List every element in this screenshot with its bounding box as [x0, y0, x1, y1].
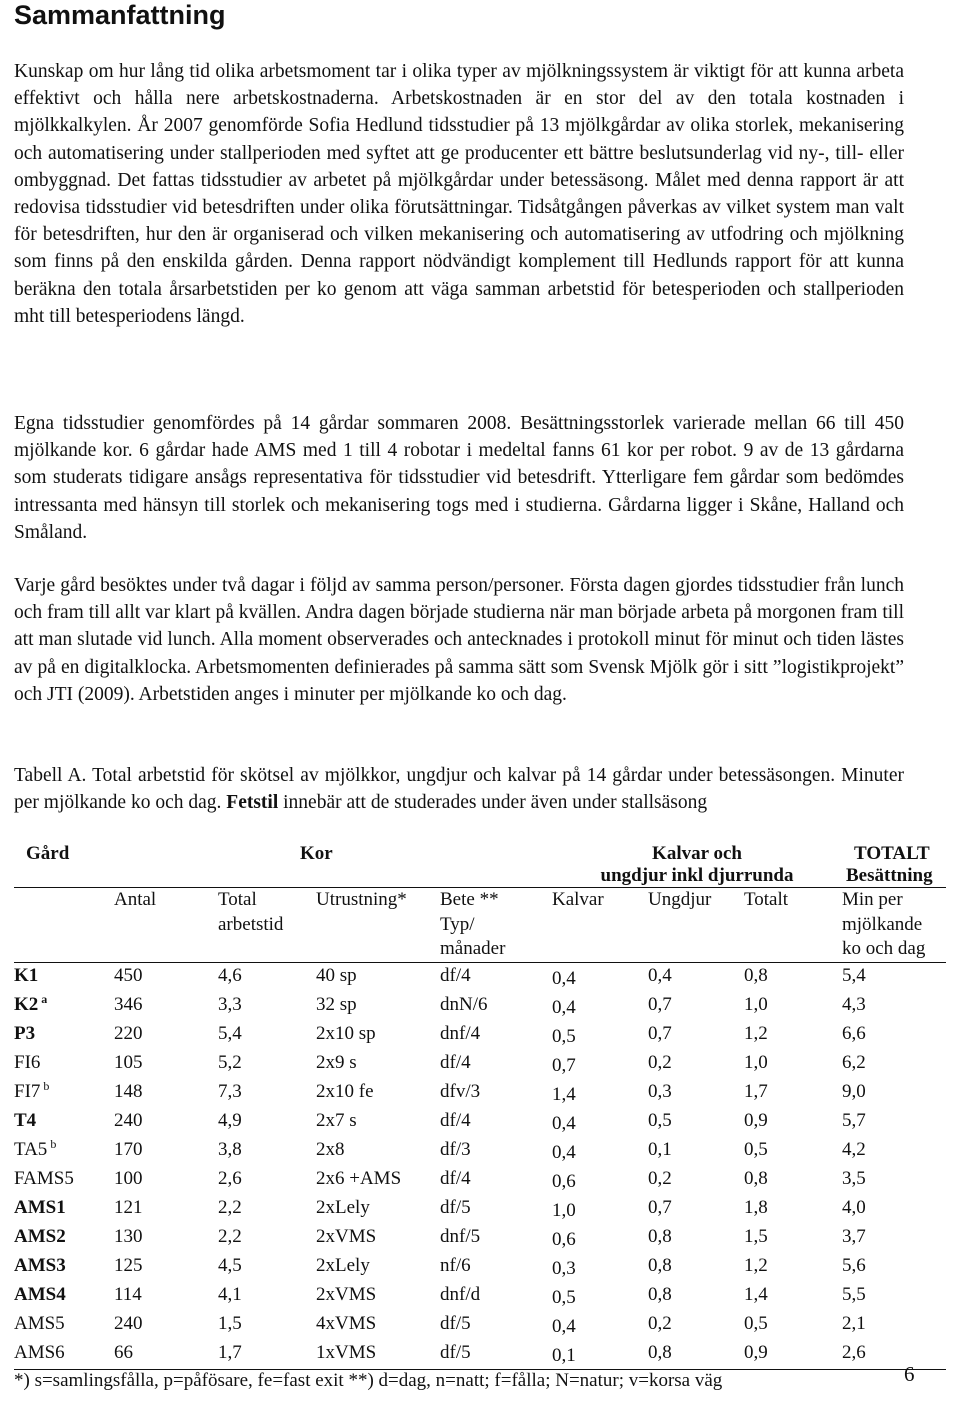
- cell-ungdjur: 0,7: [648, 993, 672, 1015]
- table-footnote: *) s=samlingsfålla, p=påfösare, fe=fast exit **) d=dag, n=natt; f=fålla; N=natur; v=korsa väg: [14, 1369, 946, 1392]
- cell-ungdjur: 0,7: [648, 1022, 672, 1044]
- cell-min: 3,7: [842, 1225, 866, 1247]
- header-totalt: [842, 843, 946, 888]
- cell-utr: 2x10 fe: [316, 1080, 374, 1102]
- cell-totalt: 0,8: [744, 1167, 768, 1189]
- cell-bete: dfv/3: [440, 1080, 481, 1102]
- cell-bete: dnN/6: [440, 993, 488, 1015]
- cell-kalvar: 0,4: [552, 1141, 576, 1163]
- cell-kalvar: 0,4: [552, 1315, 576, 1337]
- cell-ungdjur: 0,2: [648, 1312, 672, 1334]
- table-row: [14, 1050, 946, 1079]
- cell-utr: 2xVMS: [316, 1225, 377, 1247]
- cell-bete: dnf/5: [440, 1225, 481, 1247]
- cell-gard: [14, 1137, 114, 1166]
- farm-footnote-marker: a: [41, 991, 48, 1006]
- cell-antal: 114: [114, 1283, 142, 1305]
- header-gard: Gård: [14, 843, 114, 888]
- cell-gard: [14, 1195, 114, 1224]
- cell-utr: 2x10 sp: [316, 1022, 376, 1044]
- table-row: [14, 1079, 946, 1108]
- cell-totalt: 1,0: [744, 1051, 768, 1073]
- cell-min: 3,5: [842, 1167, 866, 1189]
- cell-utr: 2xLely: [316, 1196, 370, 1218]
- cell-utr: 2x9 s: [316, 1051, 357, 1073]
- cell-min: 2,1: [842, 1312, 866, 1334]
- subheader-bete-line1: Bete **: [440, 889, 499, 910]
- cell-min: 4,3: [842, 993, 866, 1015]
- cell-antal: 240: [114, 1109, 143, 1131]
- cell-bete: df/4: [440, 1051, 471, 1073]
- cell-utr: 2xVMS: [316, 1283, 377, 1305]
- cell-utr: 1xVMS: [316, 1341, 377, 1363]
- cell-min: 5,4: [842, 964, 866, 986]
- table-group-header-row: [14, 843, 946, 888]
- cell-gard: [14, 1108, 114, 1137]
- farm-name: AMS5: [14, 1312, 65, 1334]
- cell-bete: df/4: [440, 1109, 471, 1131]
- cell-antal: 105: [114, 1051, 143, 1073]
- cell-antal: 240: [114, 1312, 143, 1334]
- cell-gard: [14, 1340, 114, 1370]
- cell-min: 2,6: [842, 1341, 866, 1363]
- farm-name: P3: [14, 1022, 36, 1044]
- table-row: [14, 1166, 946, 1195]
- cell-kalvar: 0,3: [552, 1257, 576, 1279]
- cell-totalt: 0,9: [744, 1341, 768, 1363]
- cell-utr: 40 sp: [316, 964, 357, 986]
- subheader-utrustning: Utrustning*: [316, 888, 440, 963]
- cell-kalvar: 0,1: [552, 1344, 576, 1366]
- cell-gard: [14, 1166, 114, 1195]
- cell-ungdjur: 0,8: [648, 1225, 672, 1247]
- cell-total: 1,7: [218, 1341, 242, 1363]
- cell-gard: [14, 1224, 114, 1253]
- cell-min: 4,2: [842, 1138, 866, 1160]
- cell-kalvar: 0,6: [552, 1170, 576, 1192]
- cell-antal: 148: [114, 1080, 143, 1102]
- cell-kalvar: 0,4: [552, 996, 576, 1018]
- summary-paragraph-1: Kunskap om hur lång tid olika arbetsmoment tar i olika typer av mjölkningssystem är viktigt för att kunna arbeta effektivt och hålla nere arbetskostnaderna. Arbetskostnaden är en stor del av den totala kostnaden i mjölkkalkylen. År 2007 genomförde Sofia Hedlund tidsstudier på 13 mjölkgårdar av olika storlek, mekanisering och automatisering under stallperioden med syftet att ge producenter ett bättre beslutsunderlag vid ny-, till- eller ombyggnad. Det fattas tidsstudier av arbetet på mjölkgårdar under betessäsong. Målet med denna rapport är att redovisa tidsstudier vid betesdriften under olika förutsättningar. Tidsåtgången påverkas av vilket system man valt för betesdriften, hur den är organiserad och vilken mekanisering och automatisering av utfodring och mjölkning som finns på den enskilda gården. Denna rapport nödvändigt komplement till Hedlunds rapport för att kunna beräkna den totala årsarbetstiden per ko genom att väga samman arbetstid för betesperioden och stallperioden mht till betesperiodens längd.: [14, 61, 904, 327]
- cell-min: 6,6: [842, 1022, 866, 1044]
- farm-name: AMS6: [14, 1341, 65, 1363]
- cell-bete: df/3: [440, 1138, 471, 1160]
- cell-utr: 2x8: [316, 1138, 345, 1160]
- header-kalvar-line2: ungdjur inkl djurrunda: [600, 865, 794, 886]
- cell-utr: 2xLely: [316, 1254, 370, 1276]
- cell-antal: 121: [114, 1196, 143, 1218]
- cell-gard: [14, 1282, 114, 1311]
- cell-min: 5,7: [842, 1109, 866, 1131]
- cell-totalt: 1,2: [744, 1022, 768, 1044]
- subheader-min: [842, 888, 946, 963]
- cell-total: 5,2: [218, 1051, 242, 1073]
- cell-totalt: 0,9: [744, 1109, 768, 1131]
- cell-total: 3,3: [218, 993, 242, 1015]
- subheader-bete-line2: Typ/: [440, 913, 475, 935]
- subheader-bete-line3: månader: [440, 938, 506, 959]
- cell-totalt: 1,4: [744, 1283, 768, 1305]
- table-row: [14, 1021, 946, 1050]
- cell-gard: [14, 1021, 114, 1050]
- cell-min: 9,0: [842, 1080, 866, 1102]
- work-time-table: [14, 843, 946, 1392]
- cell-min: 6,2: [842, 1051, 866, 1073]
- cell-total: 3,8: [218, 1138, 242, 1160]
- cell-total: 2,2: [218, 1225, 242, 1247]
- cell-kalvar: 1,4: [552, 1083, 576, 1105]
- cell-totalt: 1,8: [744, 1196, 768, 1218]
- cell-gard: [14, 992, 114, 1021]
- cell-utr: 32 sp: [316, 993, 357, 1015]
- cell-bete: df/5: [440, 1196, 471, 1218]
- cell-bete: df/5: [440, 1312, 471, 1334]
- header-kalvar-line1: Kalvar och: [652, 843, 742, 864]
- farm-footnote-marker: b: [43, 1078, 50, 1093]
- subheader-min-line1: Min per: [842, 889, 903, 910]
- table-caption: [14, 762, 904, 816]
- header-kor: Kor: [114, 843, 552, 888]
- table-row: [14, 1195, 946, 1224]
- cell-antal: 450: [114, 964, 143, 986]
- subheader-empty: [14, 888, 114, 963]
- cell-ungdjur: 0,8: [648, 1341, 672, 1363]
- cell-total: 2,6: [218, 1167, 242, 1189]
- cell-min: 5,5: [842, 1283, 866, 1305]
- farm-name: K2: [14, 993, 39, 1015]
- cell-antal: 125: [114, 1254, 143, 1276]
- table-row: [14, 962, 946, 992]
- farm-name: T4: [14, 1109, 37, 1131]
- cell-kalvar: 0,5: [552, 1286, 576, 1308]
- table-footnote-row: [14, 1369, 946, 1392]
- farm-footnote-marker: b: [50, 1136, 57, 1151]
- subheader-total-line1: Total: [218, 889, 257, 910]
- cell-bete: nf/6: [440, 1254, 471, 1276]
- cell-total: 4,9: [218, 1109, 242, 1131]
- cell-ungdjur: 0,8: [648, 1283, 672, 1305]
- cell-utr: 2x7 s: [316, 1109, 357, 1131]
- cell-kalvar: 0,4: [552, 967, 576, 989]
- cell-kalvar: 1,0: [552, 1199, 576, 1221]
- cell-antal: 346: [114, 993, 143, 1015]
- cell-gard: [14, 1311, 114, 1340]
- subheader-total-line2: arbetstid: [218, 913, 284, 935]
- cell-antal: 66: [114, 1341, 133, 1363]
- caption-text-end: innebär att de studerades under även under stallsäsong: [278, 792, 708, 814]
- table-row: [14, 1340, 946, 1370]
- cell-bete: df/4: [440, 964, 471, 986]
- farm-name: AMS1: [14, 1196, 66, 1218]
- cell-utr: 2x6 +AMS: [316, 1167, 402, 1189]
- cell-kalvar: 0,6: [552, 1228, 576, 1250]
- cell-total: 7,3: [218, 1080, 242, 1102]
- farm-name: AMS3: [14, 1254, 66, 1276]
- farm-name: K1: [14, 964, 39, 986]
- subheader-bete: [440, 888, 552, 963]
- table-row: [14, 1108, 946, 1137]
- cell-ungdjur: 0,1: [648, 1138, 672, 1160]
- subheader-min-line3: ko och dag: [842, 938, 926, 959]
- summary-paragraph-2: Egna tidsstudier genomfördes på 14 gårdar sommaren 2008. Besättningsstorlek varierade mellan 66 till 450 mjölkande kor. 6 gårdar hade AMS med 1 till 4 robotar i medeltal fanns 61 kor per robot. 9 av de 13 gårdarna som studerats tidigare ansågs representativa för tidsstudier vid betesdrift. Ytterligare fem gårdar som bedömdes intressanta med hänsyn till storlek och mekanisering togs med i studierna. Gårdarna ligger i Skåne, Halland och Småland.: [14, 413, 904, 543]
- subheader-totalt: Totalt: [744, 888, 842, 963]
- header-kalvar: [552, 843, 842, 888]
- header-totalt-line2: Besättning: [846, 865, 933, 886]
- cell-total: 5,4: [218, 1022, 242, 1044]
- section-heading: Sammanfattning: [14, 0, 226, 30]
- cell-bete: df/4: [440, 1167, 471, 1189]
- cell-kalvar: 0,5: [552, 1025, 576, 1047]
- cell-kalvar: 0,4: [552, 1112, 576, 1134]
- summary-paragraph-3: Varje gård besöktes under två dagar i följd av samma person/personer. Första dagen gjordes tidsstudier från lunch och fram till allt var klart på kvällen. Andra dagen började studierna när man började arbeta på morgonen fram till att man slutade vid lunch. Alla moment observerades och antecknades i protokoll minut för minut och tiden lästes av på en digitalklocka. Arbetsmomenten definierades på samma sätt som Svensk Mjölk gör i sitt ”logistikprojekt” och JTI (2009). Arbetstiden anges i minuter per mjölkande ko och dag.: [14, 575, 904, 705]
- cell-total: 1,5: [218, 1312, 242, 1334]
- table-row: [14, 992, 946, 1021]
- cell-gard: [14, 962, 114, 992]
- farm-name: AMS2: [14, 1225, 66, 1247]
- cell-totalt: 0,5: [744, 1312, 768, 1334]
- table-row: [14, 1137, 946, 1166]
- cell-ungdjur: 0,5: [648, 1109, 672, 1131]
- cell-antal: 130: [114, 1225, 143, 1247]
- header-totalt-line1: TOTALT: [854, 843, 930, 864]
- cell-total: 2,2: [218, 1196, 242, 1218]
- cell-ungdjur: 0,2: [648, 1167, 672, 1189]
- cell-bete: df/5: [440, 1341, 471, 1363]
- subheader-kalvar: Kalvar: [552, 888, 648, 963]
- table-row: [14, 1253, 946, 1282]
- table-row: [14, 1224, 946, 1253]
- cell-totalt: 1,0: [744, 993, 768, 1015]
- cell-gard: [14, 1079, 114, 1108]
- cell-ungdjur: 0,4: [648, 964, 672, 986]
- table-sub-header-row: [14, 888, 946, 963]
- cell-ungdjur: 0,8: [648, 1254, 672, 1276]
- farm-name: FAMS5: [14, 1167, 74, 1189]
- caption-text: Tabell A. Total arbetstid för skötsel av mjölkkor, ungdjur och kalvar på 14 gårdar under betessäsongen. Minuter per mjölkande ko och dag.: [14, 765, 904, 814]
- cell-gard: [14, 1253, 114, 1282]
- caption-bold-word: Fetstil: [226, 792, 279, 814]
- cell-total: 4,6: [218, 964, 242, 986]
- cell-bete: dnf/4: [440, 1022, 481, 1044]
- page-number: 6: [904, 1362, 915, 1386]
- cell-total: 4,5: [218, 1254, 242, 1276]
- cell-antal: 100: [114, 1167, 143, 1189]
- cell-total: 4,1: [218, 1283, 242, 1305]
- table-row: [14, 1282, 946, 1311]
- cell-totalt: 0,5: [744, 1138, 768, 1160]
- cell-min: 4,0: [842, 1196, 866, 1218]
- subheader-total: [218, 888, 316, 963]
- table-row: [14, 1311, 946, 1340]
- cell-totalt: 1,5: [744, 1225, 768, 1247]
- cell-bete: dnf/d: [440, 1283, 481, 1305]
- cell-antal: 170: [114, 1138, 143, 1160]
- cell-kalvar: 0,7: [552, 1054, 576, 1076]
- subheader-ungdjur: Ungdjur: [648, 888, 744, 963]
- cell-ungdjur: 0,2: [648, 1051, 672, 1073]
- cell-min: 5,6: [842, 1254, 866, 1276]
- cell-totalt: 0,8: [744, 964, 768, 986]
- cell-gard: [14, 1050, 114, 1079]
- subheader-min-line2: mjölkande: [842, 913, 923, 935]
- farm-name: AMS4: [14, 1283, 66, 1305]
- farm-name: FI6: [14, 1051, 41, 1073]
- table-body: [14, 962, 946, 1369]
- farm-name: FI7: [14, 1080, 41, 1102]
- cell-totalt: 1,7: [744, 1080, 768, 1102]
- cell-ungdjur: 0,3: [648, 1080, 672, 1102]
- cell-utr: 4xVMS: [316, 1312, 377, 1334]
- farm-name: TA5: [14, 1138, 48, 1160]
- cell-ungdjur: 0,7: [648, 1196, 672, 1218]
- cell-totalt: 1,2: [744, 1254, 768, 1276]
- cell-antal: 220: [114, 1022, 143, 1044]
- subheader-antal: Antal: [114, 888, 218, 963]
